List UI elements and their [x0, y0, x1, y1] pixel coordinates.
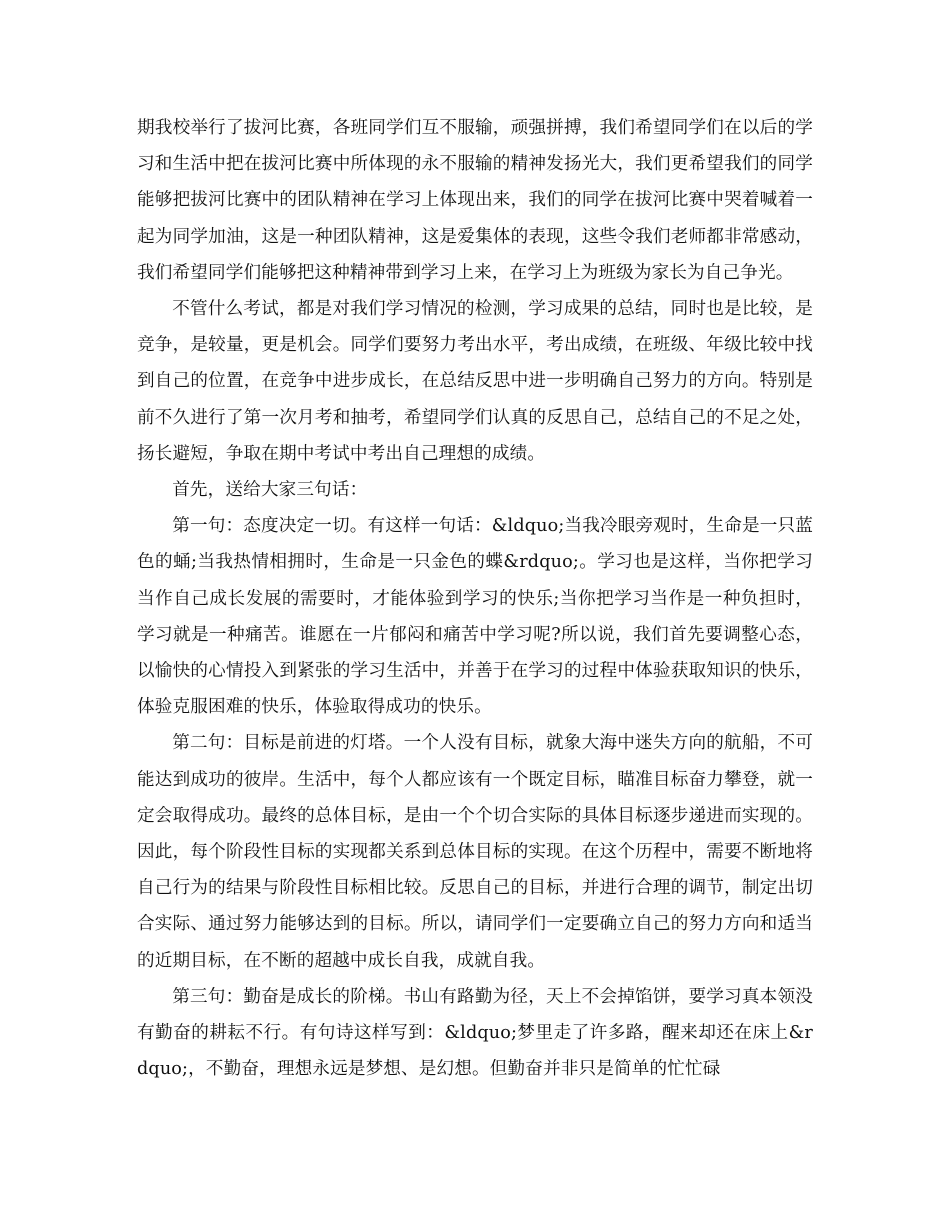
paragraph-6: 第三句：勤奋是成长的阶梯。书山有路勤为径，天上不会掉馅饼，要学习真本领没有勤奋的耕耘不行。有句诗这样写到：&ldquo;梦里走了许多路，醒来却还在床上&rdquo;，不勤奋，理想永远是梦想、是幻想。但勤奋并非只是简单的忙忙碌 — [137, 986, 813, 1080]
paragraph-1: 期我校举行了拔河比赛，各班同学们互不服输，顽强拼搏，我们希望同学们在以后的学习和生活中把在拔河比赛中所体现的永不服输的精神发扬光大，我们更希望我们的同学能够把拔河比赛中的团队精神在学习上体现出来，我们的同学在拔河比赛中哭着喊着一起为同学加油，这是一种团队精神，这是爱集体的表现，这些令我们老师都非常感动，我们希望同学们能够把这种精神带到学习上来，在学习上为班级为家长为自己争光。 — [137, 118, 813, 283]
paragraph-2: 不管什么考试，都是对我们学习情况的检测，学习成果的总结，同时也是比较，是竞争，是较量，更是机会。同学们要努力考出水平，考出成绩，在班级、年级比较中找到自己的位置，在竞争中进步成长，在总结反思中进一步明确自己努力的方向。特别是前不久进行了第一次月考和抽考，希望同学们认真的反思自己，总结自己的不足之处，扬长避短，争取在期中考试中考出自己理想的成绩。 — [137, 299, 813, 464]
paragraph-3: 首先，送给大家三句话： — [172, 480, 368, 501]
paragraph-4: 第一句：态度决定一切。有这样一句话：&ldquo;当我冷眼旁观时，生命是一只蓝色的蛹;当我热情相拥时，生命是一只金色的蝶&rdquo;。学习也是这样，当你把学习当作自己成长发展的需要时，才能体验到学习的快乐;当你把学习当作是一种负担时，学习就是一种痛苦。谁愿在一片郁闷和痛苦中学习呢?所以说，我们首先要调整心态，以愉快的心情投入到紧张的学习生活中，并善于在学习的过程中体验获取知识的快乐，体验克服困难的快乐，体验取得成功的快乐。 — [137, 516, 813, 718]
document-body — [137, 110, 813, 1087]
paragraph-5: 第二句：目标是前进的灯塔。一个人没有目标，就象大海中迷失方向的航船，不可能达到成功的彼岸。生活中，每个人都应该有一个既定目标，瞄准目标奋力攀登，就一定会取得成功。最终的总体目标，是由一个个切合实际的具体目标逐步递进而实现的。因此，每个阶段性目标的实现都关系到总体目标的实现。在这个历程中，需要不断地将自己行为的结果与阶段性目标相比较。反思自己的目标，并进行合理的调节，制定出切合实际、通过努力能够达到的目标。所以，请同学们一定要确立自己的努力方向和适当的近期目标，在不断的超越中成长自我，成就自我。 — [137, 733, 813, 971]
